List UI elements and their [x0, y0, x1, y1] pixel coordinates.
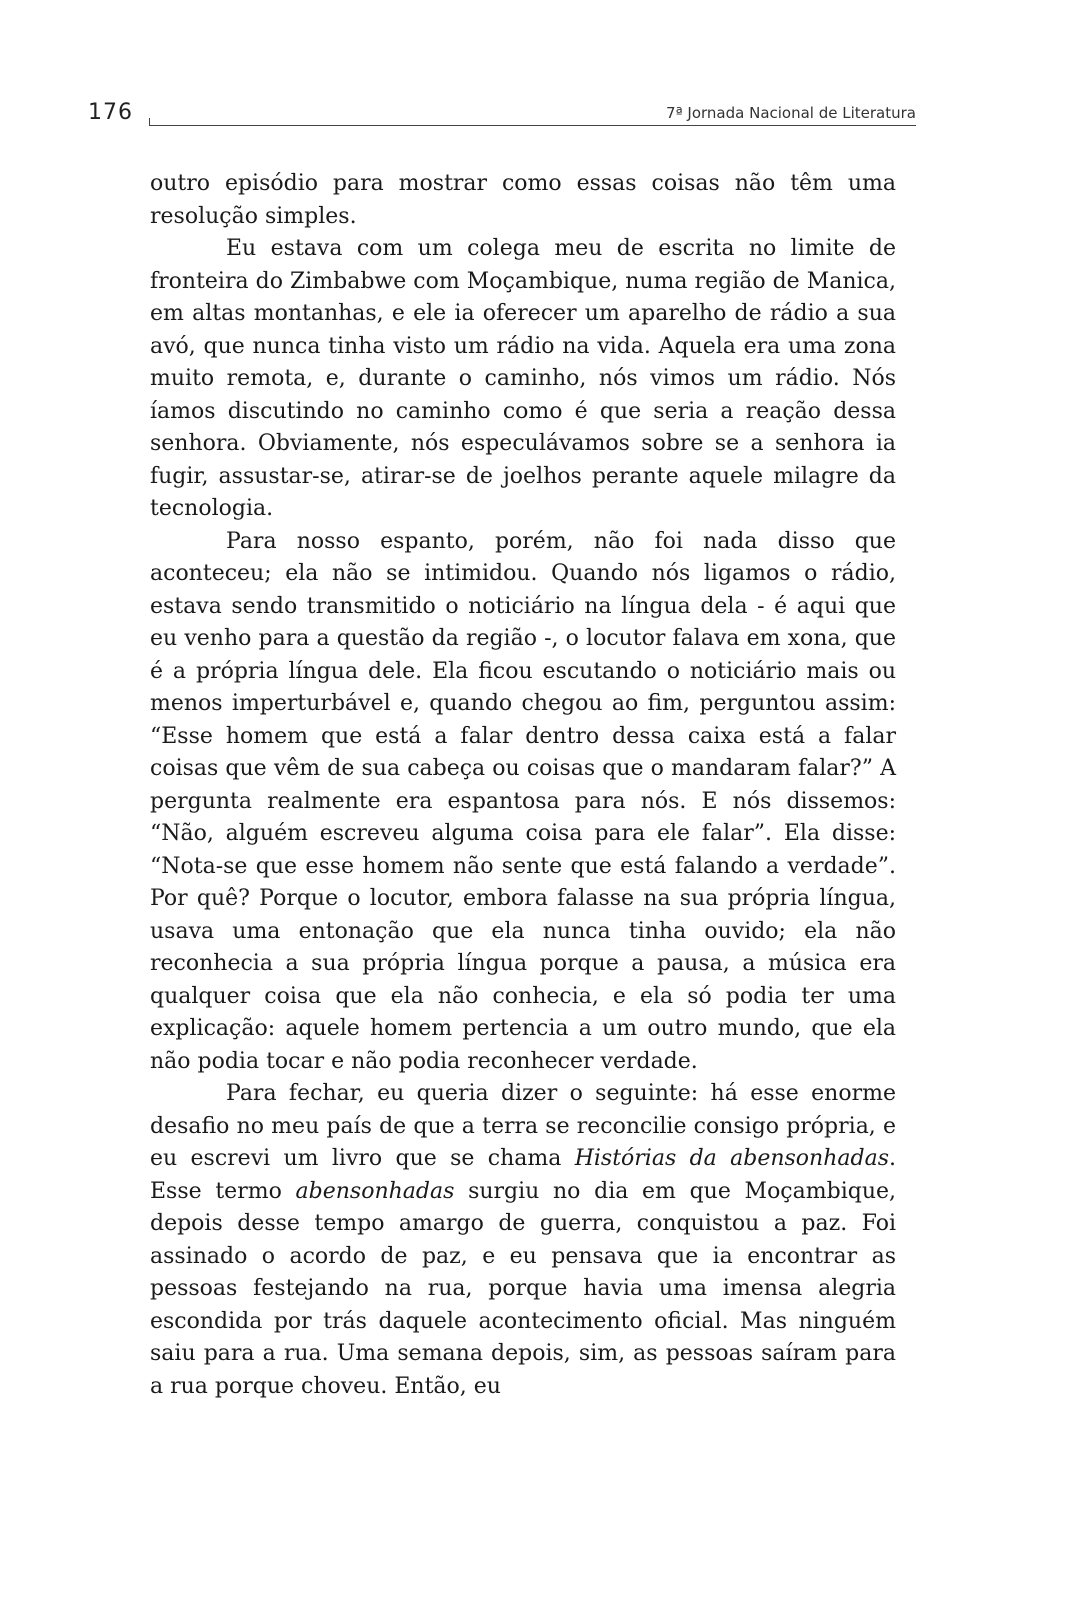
header-rule [150, 125, 916, 126]
paragraph-4 [150, 1078, 896, 1403]
text-segment: surgiu no dia em que Moçambique, depois desse tempo amargo de guerra, conquistou a paz. Foi assinado o acordo de paz, e eu pensava que ia encontrar as pessoas festejando na rua, porque havia uma imensa alegria escondida por trás daquele acontecimento oficial. Mas ninguém saiu para a rua. Uma semana depois, sim, as pessoas saíram para a rua porque choveu. Então, eu [150, 1178, 896, 1399]
paragraph-3: Para nosso espanto, porém, não foi nada disso que aconteceu; ela não se intimidou. Quando nós ligamos o rádio, estava sendo transmitido o noticiário na língua dela - é aqui que eu venho para a questão da região -, o locutor falava em xona, que é a própria língua dele. Ela ficou escutando o noticiário mais ou menos imperturbável e, quando chegou ao fim, perguntou assim: “Esse homem que está a falar dentro dessa caixa está a falar coisas que vêm de sua cabeça ou coisas que o mandaram falar?” A pergunta realmente era espantosa para nós. E nós dissemos: “Não, alguém escreveu alguma coisa para ele falar”. Ela disse: “Nota-se que esse homem não sente que está falando a verdade”. Por quê? Porque o locutor, embora falasse na sua própria língua, usava uma entonação que ela nunca tinha ouvido; ela não reconhecia a sua própria língua porque a pausa, a música era qualquer coisa que ela não conhecia, e ela só podia ter uma explicação: aquele homem pertencia a um outro mundo, que ela não podia tocar e não podia reconhecer verdade. [150, 528, 896, 1074]
running-head: 7ª Jornada Nacional de Literatura [666, 104, 916, 122]
paragraph-2: Eu estava com um colega meu de escrita no limite de fronteira do Zimbabwe com Moçambique, numa região de Manica, em altas montanhas, e ele ia oferecer um aparelho de rádio a sua avó, que nunca tinha visto um rádio na vida. Aquela era uma zona muito remota, e, durante o caminho, nós vimos um rádio. Nós íamos discutindo no caminho como é que seria a reação dessa senhora. Obviamente, nós especulávamos sobre se a senhora ia fugir, assustar-se, atirar-se de joelhos perante aquele milagre da tecnologia. [150, 236, 896, 521]
paragraph-1: outro episódio para mostrar como essas coisas não têm uma resolução simples. [150, 171, 896, 229]
book-title-italic: Histórias da abensonhadas [574, 1146, 889, 1171]
text-segment: Para fechar, eu queria dizer o seguinte: há esse enorme desafio no meu país de que a terra se reconcilie consigo própria, e eu escrevi um livro que se chama [150, 1081, 896, 1171]
body-text [150, 168, 896, 1403]
text-segment: . Esse termo [150, 1146, 896, 1204]
term-italic: abensonhadas [295, 1178, 455, 1204]
page-number: 176 [88, 100, 133, 125]
